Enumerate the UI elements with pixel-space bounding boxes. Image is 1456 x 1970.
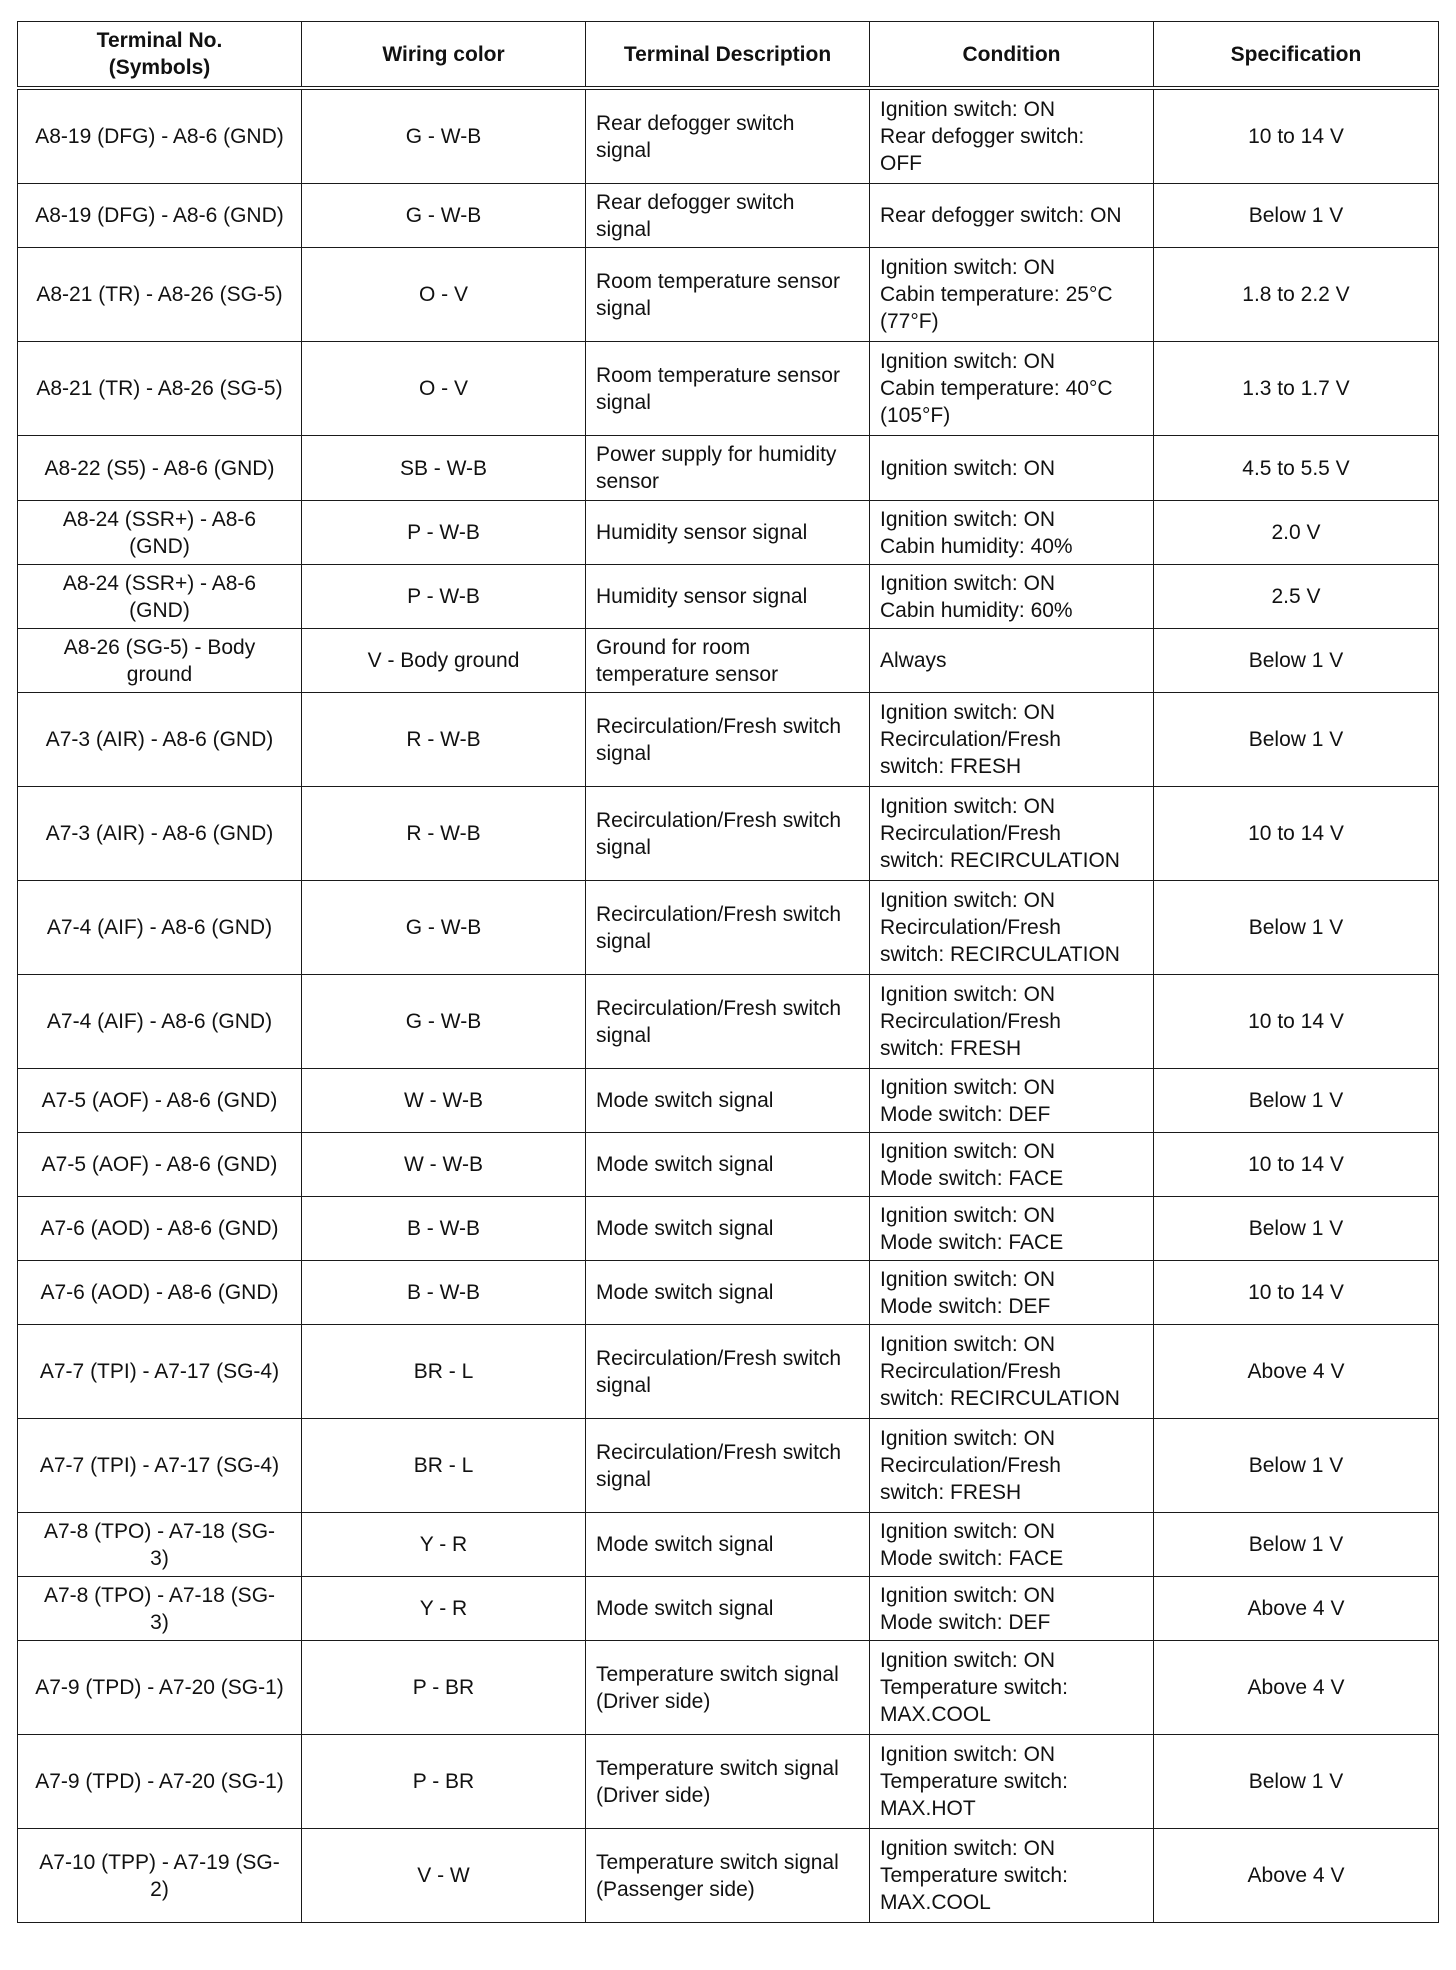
- description-cell: Recirculation/Fresh switch signal: [586, 881, 870, 975]
- terminal-cell: A7-5 (AOF) - A8-6 (GND): [18, 1133, 302, 1197]
- description-cell: Rear defogger switch signal: [586, 184, 870, 248]
- specification-cell: Above 4 V: [1154, 1577, 1439, 1641]
- terminal-cell: A7-5 (AOF) - A8-6 (GND): [18, 1069, 302, 1133]
- condition-cell: Ignition switch: ON Cabin humidity: 60%: [870, 565, 1154, 629]
- wiring-cell: Y - R: [302, 1513, 586, 1577]
- condition-cell: Ignition switch: ON Recirculation/Fresh switch: FRESH: [870, 975, 1154, 1069]
- description-cell: Temperature switch signal (Driver side): [586, 1641, 870, 1735]
- wiring-cell: G - W-B: [302, 184, 586, 248]
- wiring-cell: O - V: [302, 342, 586, 436]
- condition-cell: Ignition switch: ON Mode switch: DEF: [870, 1069, 1154, 1133]
- specification-cell: Below 1 V: [1154, 1197, 1439, 1261]
- wiring-cell: G - W-B: [302, 88, 586, 184]
- wiring-cell: W - W-B: [302, 1133, 586, 1197]
- terminal-cell: A8-21 (TR) - A8-26 (SG-5): [18, 342, 302, 436]
- terminal-spec-table: [17, 21, 1439, 1923]
- description-cell: Recirculation/Fresh switch signal: [586, 1419, 870, 1513]
- condition-cell: Ignition switch: ON Mode switch: FACE: [870, 1513, 1154, 1577]
- specification-cell: 2.5 V: [1154, 565, 1439, 629]
- wiring-cell: P - BR: [302, 1641, 586, 1735]
- condition-cell: Ignition switch: ON Temperature switch: MAX.COOL: [870, 1829, 1154, 1923]
- wiring-cell: P - BR: [302, 1735, 586, 1829]
- header-wiring-color: Wiring color: [302, 22, 586, 89]
- specification-cell: 10 to 14 V: [1154, 1133, 1439, 1197]
- description-cell: Mode switch signal: [586, 1513, 870, 1577]
- table-row: [18, 436, 1439, 501]
- wiring-cell: R - W-B: [302, 787, 586, 881]
- specification-cell: 2.0 V: [1154, 501, 1439, 565]
- wiring-cell: W - W-B: [302, 1069, 586, 1133]
- wiring-cell: O - V: [302, 248, 586, 342]
- specification-cell: 4.5 to 5.5 V: [1154, 436, 1439, 501]
- specification-cell: Below 1 V: [1154, 1513, 1439, 1577]
- table-row: [18, 1261, 1439, 1325]
- condition-cell: Ignition switch: ON Mode switch: DEF: [870, 1577, 1154, 1641]
- wiring-cell: P - W-B: [302, 501, 586, 565]
- table-row: [18, 1513, 1439, 1577]
- description-cell: Rear defogger switch signal: [586, 88, 870, 184]
- condition-cell: Ignition switch: ON Recirculation/Fresh switch: RECIRCULATION: [870, 1325, 1154, 1419]
- wiring-cell: B - W-B: [302, 1261, 586, 1325]
- terminal-cell: A7-8 (TPO) - A7-18 (SG- 3): [18, 1513, 302, 1577]
- header-specification: Specification: [1154, 22, 1439, 89]
- terminal-cell: A7-10 (TPP) - A7-19 (SG- 2): [18, 1829, 302, 1923]
- terminal-cell: A7-6 (AOD) - A8-6 (GND): [18, 1197, 302, 1261]
- specification-cell: Below 1 V: [1154, 1069, 1439, 1133]
- table-row: [18, 975, 1439, 1069]
- table-row: [18, 184, 1439, 248]
- condition-cell: Ignition switch: ON Rear defogger switch: OFF: [870, 88, 1154, 184]
- description-cell: Room temperature sensor signal: [586, 342, 870, 436]
- header-terminal: Terminal No. (Symbols): [18, 22, 302, 89]
- condition-cell: Ignition switch: ON Mode switch: FACE: [870, 1197, 1154, 1261]
- table-row: [18, 248, 1439, 342]
- condition-cell: Ignition switch: ON Mode switch: DEF: [870, 1261, 1154, 1325]
- description-cell: Mode switch signal: [586, 1197, 870, 1261]
- wiring-cell: P - W-B: [302, 565, 586, 629]
- specification-cell: Below 1 V: [1154, 693, 1439, 787]
- terminal-cell: A7-3 (AIR) - A8-6 (GND): [18, 787, 302, 881]
- description-cell: Humidity sensor signal: [586, 565, 870, 629]
- terminal-cell: A7-7 (TPI) - A7-17 (SG-4): [18, 1419, 302, 1513]
- description-cell: Room temperature sensor signal: [586, 248, 870, 342]
- wiring-cell: G - W-B: [302, 881, 586, 975]
- condition-cell: Ignition switch: ON Recirculation/Fresh switch: RECIRCULATION: [870, 881, 1154, 975]
- table-row: [18, 693, 1439, 787]
- wiring-cell: Y - R: [302, 1577, 586, 1641]
- specification-cell: 1.3 to 1.7 V: [1154, 342, 1439, 436]
- table-row: [18, 1069, 1439, 1133]
- specification-cell: Below 1 V: [1154, 1419, 1439, 1513]
- condition-cell: Always: [870, 629, 1154, 693]
- terminal-cell: A7-9 (TPD) - A7-20 (SG-1): [18, 1641, 302, 1735]
- wiring-cell: V - W: [302, 1829, 586, 1923]
- terminal-cell: A8-21 (TR) - A8-26 (SG-5): [18, 248, 302, 342]
- wiring-cell: SB - W-B: [302, 436, 586, 501]
- specification-cell: Above 4 V: [1154, 1325, 1439, 1419]
- table-row: [18, 342, 1439, 436]
- table-row: [18, 1133, 1439, 1197]
- condition-cell: Ignition switch: ON Mode switch: FACE: [870, 1133, 1154, 1197]
- terminal-cell: A8-19 (DFG) - A8-6 (GND): [18, 88, 302, 184]
- description-cell: Temperature switch signal (Driver side): [586, 1735, 870, 1829]
- terminal-cell: A7-9 (TPD) - A7-20 (SG-1): [18, 1735, 302, 1829]
- terminal-cell: A7-3 (AIR) - A8-6 (GND): [18, 693, 302, 787]
- terminal-cell: A8-19 (DFG) - A8-6 (GND): [18, 184, 302, 248]
- specification-cell: 10 to 14 V: [1154, 1261, 1439, 1325]
- condition-cell: Rear defogger switch: ON: [870, 184, 1154, 248]
- terminal-cell: A7-8 (TPO) - A7-18 (SG- 3): [18, 1577, 302, 1641]
- wiring-cell: B - W-B: [302, 1197, 586, 1261]
- condition-cell: Ignition switch: ON Recirculation/Fresh switch: FRESH: [870, 1419, 1154, 1513]
- description-cell: Power supply for humidity sensor: [586, 436, 870, 501]
- condition-cell: Ignition switch: ON Recirculation/Fresh switch: FRESH: [870, 693, 1154, 787]
- specification-cell: 1.8 to 2.2 V: [1154, 248, 1439, 342]
- terminal-cell: A8-24 (SSR+) - A8-6 (GND): [18, 565, 302, 629]
- table-row: [18, 1419, 1439, 1513]
- wiring-cell: BR - L: [302, 1325, 586, 1419]
- table-row: [18, 881, 1439, 975]
- description-cell: Humidity sensor signal: [586, 501, 870, 565]
- table-row: [18, 787, 1439, 881]
- header-terminal-description: Terminal Description: [586, 22, 870, 89]
- terminal-cell: A8-24 (SSR+) - A8-6 (GND): [18, 501, 302, 565]
- wiring-cell: BR - L: [302, 1419, 586, 1513]
- table-row: [18, 565, 1439, 629]
- specification-cell: Below 1 V: [1154, 184, 1439, 248]
- table-row: [18, 88, 1439, 184]
- description-cell: Recirculation/Fresh switch signal: [586, 787, 870, 881]
- condition-cell: Ignition switch: ON Cabin temperature: 25°C (77°F): [870, 248, 1154, 342]
- table-header-row: [18, 22, 1439, 89]
- table-row: [18, 1197, 1439, 1261]
- description-cell: Recirculation/Fresh switch signal: [586, 975, 870, 1069]
- description-cell: Recirculation/Fresh switch signal: [586, 693, 870, 787]
- terminal-cell: A7-4 (AIF) - A8-6 (GND): [18, 975, 302, 1069]
- table-row: [18, 1641, 1439, 1735]
- wiring-cell: G - W-B: [302, 975, 586, 1069]
- specification-cell: Below 1 V: [1154, 1735, 1439, 1829]
- specification-cell: 10 to 14 V: [1154, 88, 1439, 184]
- description-cell: Recirculation/Fresh switch signal: [586, 1325, 870, 1419]
- condition-cell: Ignition switch: ON Recirculation/Fresh switch: RECIRCULATION: [870, 787, 1154, 881]
- description-cell: Temperature switch signal (Passenger side): [586, 1829, 870, 1923]
- condition-cell: Ignition switch: ON: [870, 436, 1154, 501]
- terminal-cell: A7-7 (TPI) - A7-17 (SG-4): [18, 1325, 302, 1419]
- specification-cell: 10 to 14 V: [1154, 975, 1439, 1069]
- description-cell: Mode switch signal: [586, 1133, 870, 1197]
- table-row: [18, 1325, 1439, 1419]
- condition-cell: Ignition switch: ON Temperature switch: MAX.HOT: [870, 1735, 1154, 1829]
- table-row: [18, 1577, 1439, 1641]
- condition-cell: Ignition switch: ON Cabin temperature: 40°C (105°F): [870, 342, 1154, 436]
- specification-cell: Below 1 V: [1154, 881, 1439, 975]
- terminal-cell: A7-4 (AIF) - A8-6 (GND): [18, 881, 302, 975]
- condition-cell: Ignition switch: ON Temperature switch: MAX.COOL: [870, 1641, 1154, 1735]
- terminal-cell: A8-26 (SG-5) - Body ground: [18, 629, 302, 693]
- specification-cell: 10 to 14 V: [1154, 787, 1439, 881]
- description-cell: Mode switch signal: [586, 1069, 870, 1133]
- specification-cell: Below 1 V: [1154, 629, 1439, 693]
- description-cell: Mode switch signal: [586, 1261, 870, 1325]
- description-cell: Mode switch signal: [586, 1577, 870, 1641]
- table-row: [18, 1735, 1439, 1829]
- specification-cell: Above 4 V: [1154, 1829, 1439, 1923]
- terminal-cell: A8-22 (S5) - A8-6 (GND): [18, 436, 302, 501]
- wiring-cell: V - Body ground: [302, 629, 586, 693]
- terminal-cell: A7-6 (AOD) - A8-6 (GND): [18, 1261, 302, 1325]
- table-row: [18, 629, 1439, 693]
- table-row: [18, 1829, 1439, 1923]
- wiring-cell: R - W-B: [302, 693, 586, 787]
- description-cell: Ground for room temperature sensor: [586, 629, 870, 693]
- condition-cell: Ignition switch: ON Cabin humidity: 40%: [870, 501, 1154, 565]
- specification-cell: Above 4 V: [1154, 1641, 1439, 1735]
- table-row: [18, 501, 1439, 565]
- header-condition: Condition: [870, 22, 1154, 89]
